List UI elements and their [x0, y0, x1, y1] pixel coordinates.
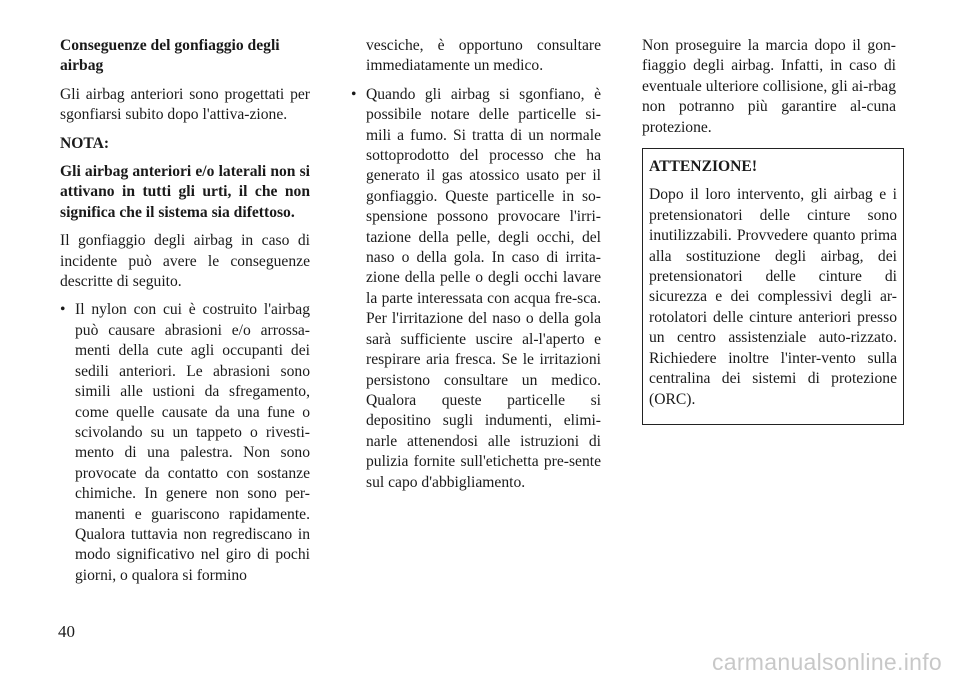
- note-text: Gli airbag anteriori e/o laterali non si attivano in tutti gli urti, il che non significa che il sistema sia difettoso.: [60, 163, 310, 221]
- bullet-icon: •: [60, 301, 66, 319]
- column-middle: [351, 36, 601, 501]
- warning-title: ATTENZIONE!: [649, 158, 758, 176]
- bullet-item-particles: [351, 85, 601, 493]
- bullet-text: Quando gli airbag si sgonfiano, è possibile notare delle particelle si-mili a fumo. Si tratta di un normale sottoprodotto del processo che ha generato il gas atossico usato per il gonfiaggio. Queste particelle in so-spensione possono provocare l'irri-tazione della pelle, degli occhi, del naso o della gola. In caso di irrita-zione della pelle o degli occhi lavare la parte interessata con acqua fre-sca. Per l'irritazione del naso o della gola sarà sufficiente uscire al-l'aperto e respirare aria fresca. Se le irritazioni persistono consultare un medico. Qualora queste particelle si depositino sugli indumenti, elimi-narle attenendosi alle istruzioni di pulizia fornite sull'etichetta pre-sente sul capo d'abbigliamento.: [366, 85, 601, 491]
- page-number: 40: [58, 622, 75, 641]
- warning-box: [642, 148, 904, 425]
- intro-paragraph: Gli airbag anteriori sono progettati per sgonfiarsi subito dopo l'attiva-zione.: [60, 85, 310, 124]
- bullet-text: Il nylon con cui è costruito l'airbag può causare abrasioni e/o arrossa-menti della cute agli occupanti dei sedili anteriori. Le abrasioni sono simili alle ustioni da sfregamento, come quelle causate da una fune o scivolando su un tappeto o rivesti-mento di una palestra. Non sono provocate da contatto con sostanze chimiche. In genere non sono per-manenti e guariscono rapidamente. Qualora tuttavia non regrediscano in modo significativo nel giro di pochi giorni, o qualora si formino: [75, 301, 310, 584]
- bullet-item-nylon: [60, 300, 310, 586]
- bullet-icon: •: [351, 85, 357, 103]
- warning-text: Dopo il loro intervento, gli airbag e i pretensionatori delle cinture sono inutilizzabili. Provvedere quanto prima alla sostituzione degli airbag, dei pretensionatori delle cinture di sicurezza e dei complessivi degli ar-rotolatori delle cinture anteriori presso un centro assistenziale auto-rizzato. Richiedere inoltre l'inter-vento sulla centralina dei sistemi di protezione (ORC).: [649, 186, 897, 408]
- column-right: [642, 36, 896, 425]
- watermark: carmanualsonline.info: [711, 649, 942, 675]
- consequences-paragraph: Il gonfiaggio degli airbag in caso di incidente può avere le conseguenze descritte di seguito.: [60, 232, 310, 291]
- column-left: [60, 36, 310, 594]
- section-heading: Conseguenze del gonfiaggio degli airbag: [60, 37, 280, 75]
- note-label: NOTA:: [60, 134, 110, 152]
- bullet-continuation: vesciche, è opportuno consultare immediatamente un medico.: [366, 37, 601, 75]
- driving-paragraph: Non proseguire la marcia dopo il gon-fiaggio degli airbag. Infatti, in caso di eventuale ulteriore collisione, gli ai-rbag non potranno più garantire al-cuna protezione.: [642, 37, 896, 136]
